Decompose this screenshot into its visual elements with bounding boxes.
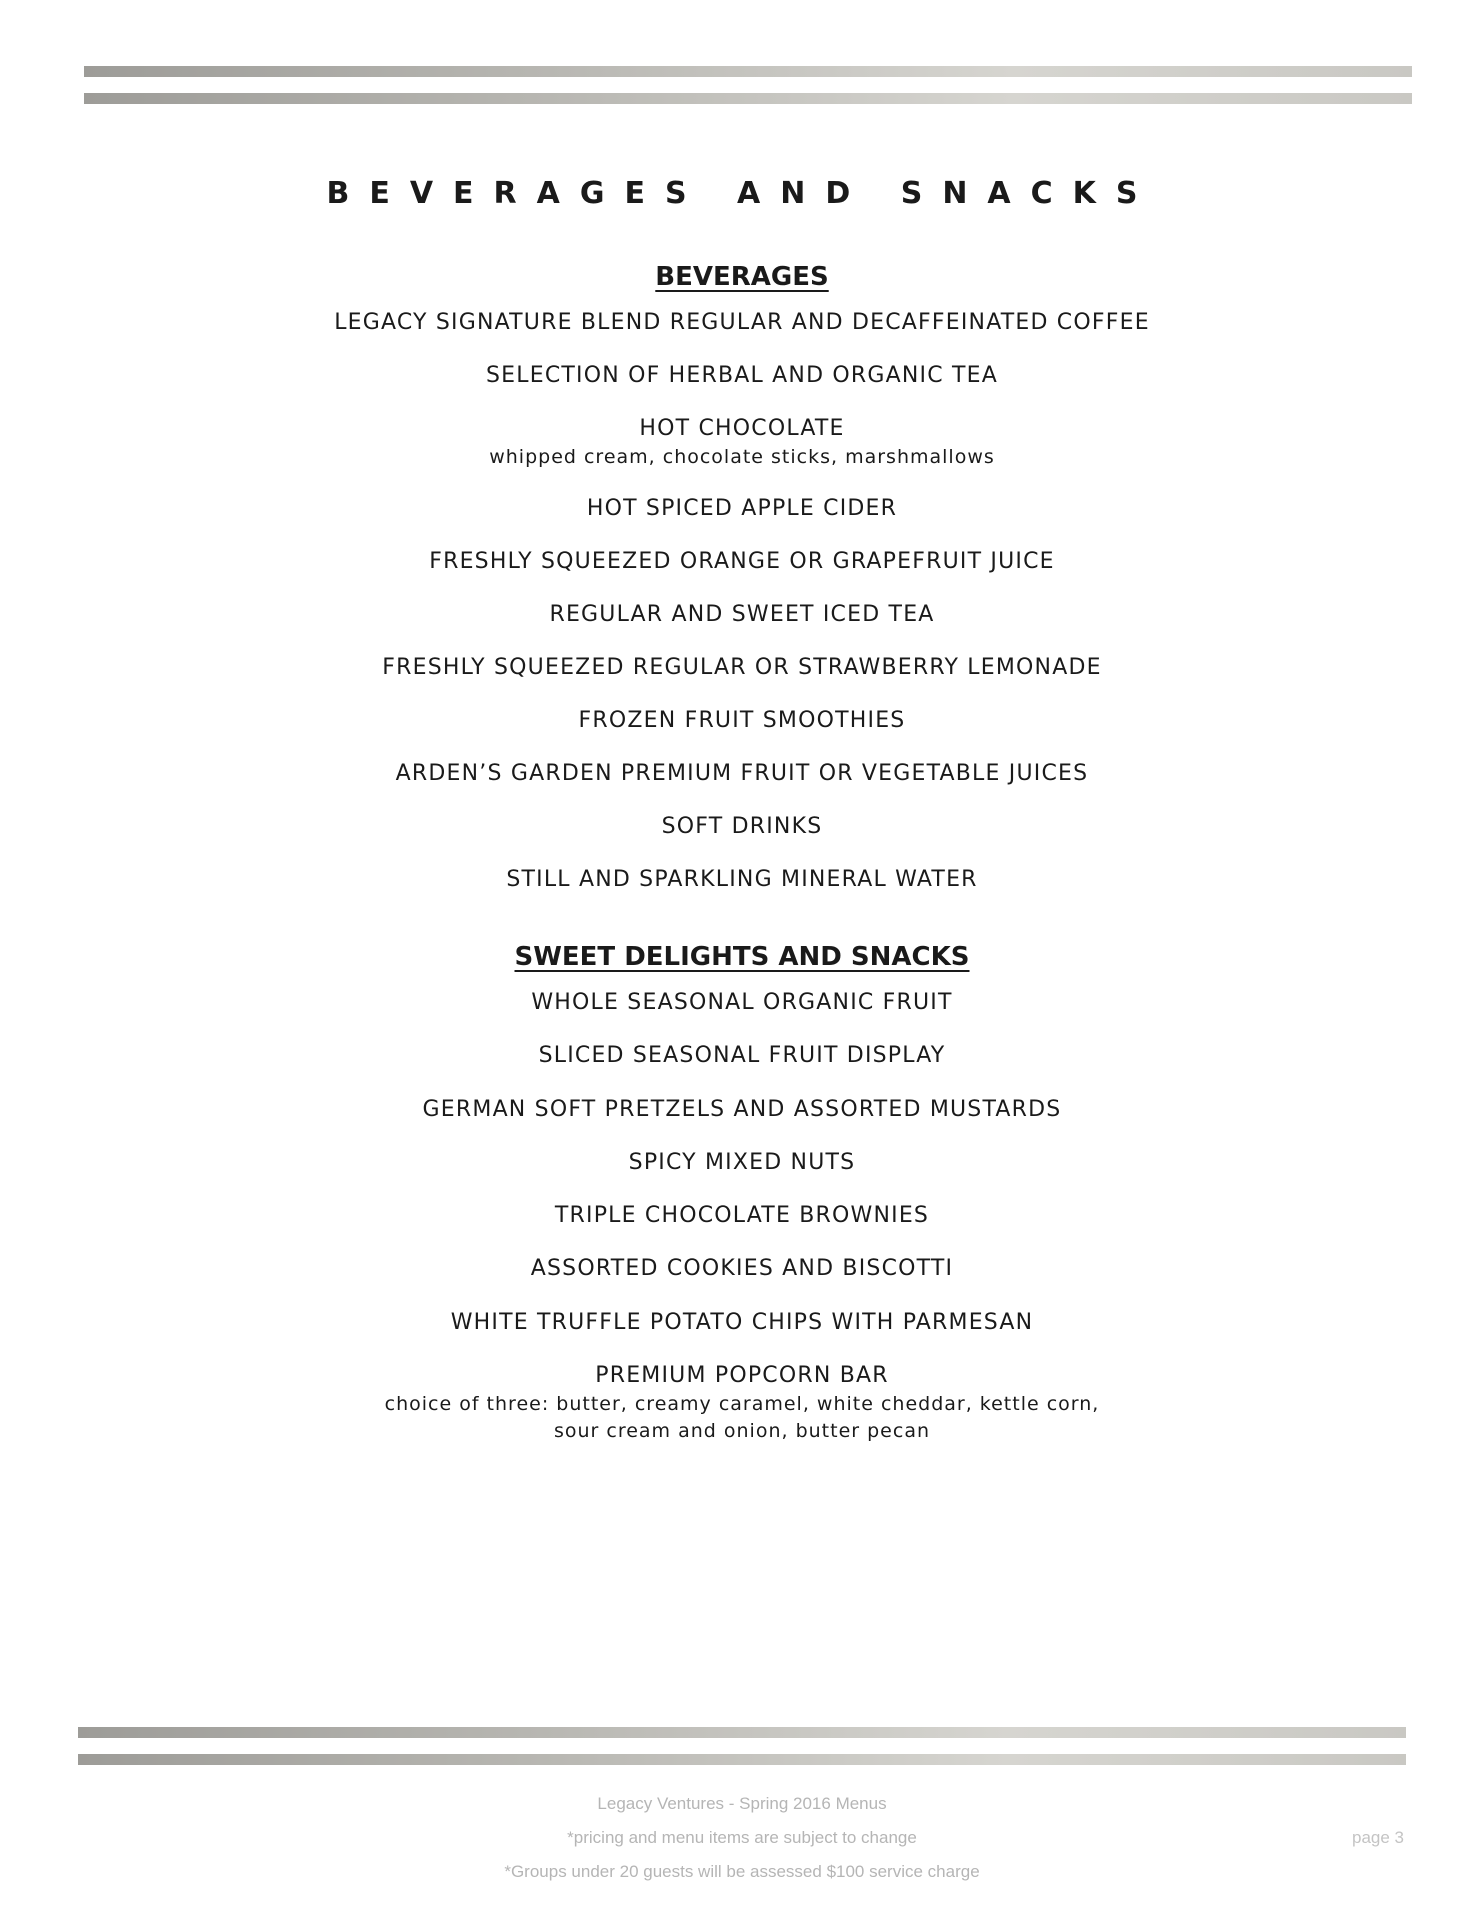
menu-item: HOT SPICED APPLE CIDER: [586, 496, 898, 521]
menu-item: TRIPLE CHOCOLATE BROWNIES: [554, 1203, 930, 1228]
menu-item: FRESHLY SQUEEZED REGULAR OR STRAWBERRY LEMONADE: [382, 655, 1102, 680]
menu-item: HOT CHOCOLATE: [639, 416, 845, 441]
menu-item-description: choice of three: butter, creamy caramel, white cheddar, kettle corn,: [384, 1393, 1100, 1415]
decorative-rule-bottom: [78, 1754, 1406, 1765]
menu-item: LEGACY SIGNATURE BLEND REGULAR AND DECAFFEINATED COFFEE: [334, 310, 1150, 335]
menu-item: WHOLE SEASONAL ORGANIC FRUIT: [531, 990, 953, 1015]
section-heading-snacks: SWEET DELIGHTS AND SNACKS: [514, 942, 970, 972]
menu-item: SLICED SEASONAL FRUIT DISPLAY: [538, 1043, 946, 1068]
menu-item: GERMAN SOFT PRETZELS AND ASSORTED MUSTARDS: [422, 1097, 1062, 1122]
menu-item: SPICY MIXED NUTS: [628, 1150, 856, 1175]
menu-item: WHITE TRUFFLE POTATO CHIPS WITH PARMESAN: [450, 1310, 1034, 1335]
menu-item: SELECTION OF HERBAL AND ORGANIC TEA: [486, 363, 998, 388]
decorative-rule-bottom: [78, 1727, 1406, 1738]
menu-item: ARDEN’S GARDEN PREMIUM FRUIT OR VEGETABLE JUICES: [395, 761, 1089, 786]
menu-item: ASSORTED COOKIES AND BISCOTTI: [530, 1256, 954, 1281]
menu-item: FROZEN FRUIT SMOOTHIES: [578, 708, 906, 733]
section-heading-beverages: BEVERAGES: [655, 262, 829, 292]
menu-item: STILL AND SPARKLING MINERAL WATER: [506, 867, 978, 892]
menu-item: FRESHLY SQUEEZED ORANGE OR GRAPEFRUIT JUICE: [429, 549, 1055, 574]
page-number: page 3: [1352, 1828, 1404, 1847]
menu-item: SOFT DRINKS: [661, 814, 823, 839]
decorative-rule-top: [84, 93, 1412, 104]
footer-company-line: Legacy Ventures - Spring 2016 Menus: [597, 1794, 887, 1813]
footer-service-charge-note: *Groups under 20 guests will be assessed $100 service charge: [504, 1862, 980, 1881]
decorative-rule-top: [84, 66, 1412, 77]
footer-pricing-note: *pricing and menu items are subject to change: [567, 1828, 917, 1847]
menu-item: PREMIUM POPCORN BAR: [595, 1363, 889, 1388]
page-title: BEVERAGES AND SNACKS: [326, 176, 1158, 211]
menu-item: REGULAR AND SWEET ICED TEA: [549, 602, 935, 627]
menu-item-description: whipped cream, chocolate sticks, marshmallows: [489, 446, 995, 468]
menu-item-description: sour cream and onion, butter pecan: [553, 1420, 931, 1442]
